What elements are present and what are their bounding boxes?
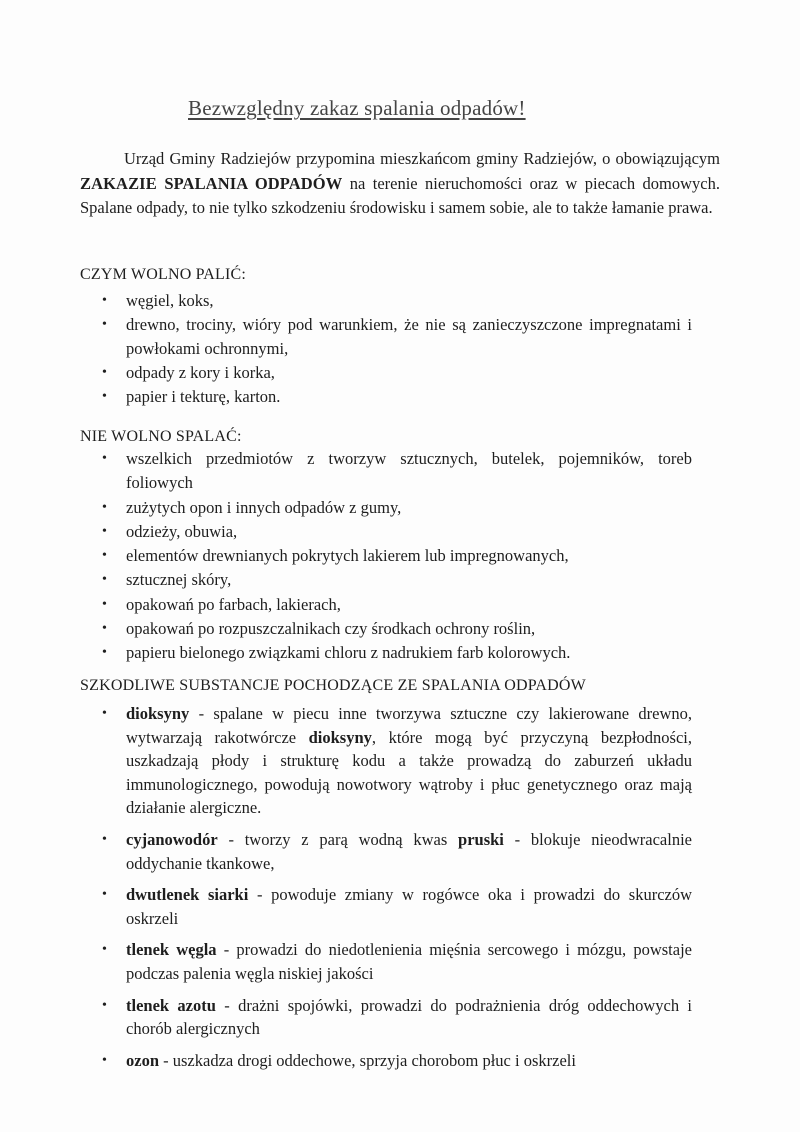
- bullet-icon: •: [102, 645, 107, 661]
- list-item: [80, 1049, 692, 1073]
- item-text: odzieży, obuwia,: [126, 521, 238, 541]
- list-item: [80, 447, 692, 496]
- substance-term: tlenek węgla: [126, 940, 217, 960]
- list-item: [80, 702, 692, 820]
- bullet-icon: •: [102, 523, 107, 539]
- bullet-icon: •: [102, 621, 107, 637]
- item-text: - blokuje nieodwracalnie oddychanie tkankowe,: [126, 829, 692, 873]
- item-text: opakowań po farbach, lakierach,: [126, 594, 341, 614]
- item-text: opakowań po rozpuszczalnikach czy środkach ochrony roślin,: [126, 619, 536, 639]
- list-item: [80, 289, 692, 313]
- item-text: - prowadzi do niedotlenienia mięśnia sercowego i mózgu, powstaje podczas palenia węgla niskiej jakości: [126, 940, 692, 983]
- list-item: [80, 883, 692, 930]
- list-item: [80, 313, 692, 361]
- list-item: [80, 828, 692, 875]
- list-item: [80, 641, 692, 665]
- item-text: - drażni spojówki, prowadzi do podrażnienia dróg oddechowych i chorób alergicznych: [126, 995, 693, 1039]
- bullet-icon: •: [102, 499, 107, 515]
- substance-term: dwutlenek siarki: [126, 885, 249, 905]
- list-item: [80, 593, 692, 617]
- substance-term-inline: dioksyny: [308, 727, 372, 747]
- bullet-icon: •: [102, 317, 107, 332]
- bullet-icon: •: [102, 293, 107, 308]
- list-item: [80, 544, 692, 568]
- intro-text-end: na terenie nieruchomości oraz w piecach domowych. Spalane odpady, to nie tylko szkodzeniu środowisku i samem sobie, ale to także łamanie prawa.: [80, 173, 720, 217]
- item-text: elementów drewnianych pokrytych lakierem lub impregnowanych,: [126, 546, 569, 566]
- list-forbidden: [80, 447, 692, 666]
- item-text: - powoduje zmiany w rogówce oka i prowadzi do skurczów oskrzeli: [126, 885, 693, 928]
- list-allowed: [80, 289, 692, 409]
- item-text: drewno, trociny, wióry pod warunkiem, że nie są zanieczyszczone impregnatami i powłokami ochronnymi,: [126, 315, 692, 358]
- item-text: papieru bielonego związkami chloru z nadrukiem farb kolorowych.: [126, 643, 571, 663]
- bullet-icon: •: [102, 831, 107, 847]
- item-text: zużytych opon i innych odpadów z gumy,: [126, 497, 402, 517]
- item-text: - uszkadza drogi oddechowe, sprzyja chorobom płuc i oskrzeli: [159, 1050, 576, 1070]
- list-item: [80, 496, 692, 520]
- substance-term: cyjanowodór: [126, 829, 218, 849]
- substance-term: tlenek azotu: [126, 995, 216, 1015]
- list-item: [80, 385, 692, 409]
- substance-term-inline: pruski: [458, 829, 504, 849]
- bullet-icon: •: [102, 997, 107, 1013]
- substance-term: ozon: [126, 1050, 159, 1070]
- item-text: - tworzy z parą wodną kwas: [217, 829, 459, 849]
- list-item: [80, 520, 692, 544]
- page-title: Bezwzględny zakaz spalania odpadów!: [188, 96, 526, 120]
- bullet-icon: •: [102, 1052, 107, 1068]
- bullet-icon: •: [102, 596, 107, 612]
- bullet-icon: •: [102, 706, 107, 721]
- bullet-icon: •: [102, 451, 107, 466]
- list-item: [80, 617, 692, 641]
- item-text: węgiel, koks,: [126, 291, 214, 310]
- bullet-icon: •: [102, 548, 107, 564]
- item-text: - spalane w piecu inne tworzywa sztuczne czy lakierowane drewno, wytwarzają rakotwórcze: [126, 704, 692, 747]
- list-harmful: [80, 702, 692, 1072]
- item-text: sztucznej skóry,: [126, 570, 232, 590]
- bullet-icon: •: [102, 887, 107, 903]
- bullet-icon: •: [102, 572, 107, 588]
- item-text: , które mogą być przyczyną bezpłodności, uszkadzają płody i strukturę kodu a także prowadzą do zaburzeń układu immunologicznego, powodują nowotwory wątroby i płuc genetycznego oraz mają działanie alergiczne.: [126, 727, 693, 818]
- list-item: [80, 361, 692, 385]
- bullet-icon: •: [102, 942, 107, 958]
- intro-indent: [80, 149, 124, 168]
- bullet-icon: •: [102, 389, 107, 404]
- intro-bold-text: ZAKAZIE SPALANIA ODPADÓW: [80, 173, 343, 193]
- intro-paragraph: [80, 147, 720, 221]
- item-text: odpady z kory i korka,: [126, 363, 275, 382]
- bullet-icon: •: [102, 365, 107, 380]
- heading-allowed: CZYM WOLNO PALIĆ:: [80, 266, 247, 283]
- item-text: papier i tekturę, karton.: [126, 387, 281, 406]
- intro-text-start: Urząd Gminy Radziejów przypomina mieszkańcom gminy Radziejów, o obowiązującym: [124, 149, 720, 168]
- list-item: [80, 938, 692, 985]
- substance-term: dioksyny: [126, 704, 190, 723]
- list-item: [80, 568, 692, 592]
- item-text: wszelkich przedmiotów z tworzyw sztucznych, butelek, pojemników, toreb foliowych: [126, 449, 692, 493]
- heading-forbidden: NIE WOLNO SPALAĆ:: [80, 428, 242, 445]
- heading-harmful: SZKODLIWE SUBSTANCJE POCHODZĄCE ZE SPALANIA ODPADÓW: [80, 677, 586, 694]
- list-item: [80, 994, 692, 1041]
